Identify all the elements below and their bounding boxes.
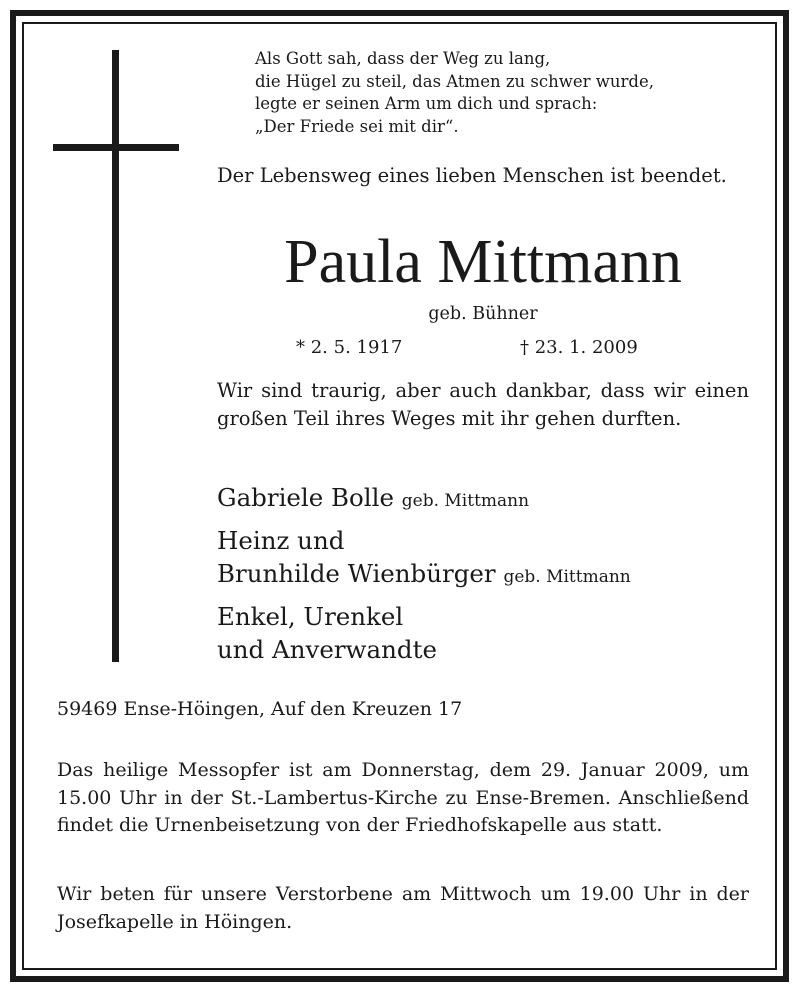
mourner-note: geb. Mittmann [401,491,530,511]
address: 59469 Ense-Höingen, Auf den Kreuzen 17 [57,698,463,720]
mourners-list [217,481,631,666]
mourner-entry [217,524,631,594]
poem-line: „Der Friede sei mit dir“. [255,116,459,136]
poem [255,48,654,138]
deceased-name: Paula Mittmann [284,228,682,296]
mass-notice: Das heilige Messopfer ist am Donnerstag, dem 29. Januar 2009, um 15.00 Uhr in der St.-Lambertus-Kirche zu Ense-Bremen. Anschließend findet die Urnenbeisetzung von der Friedhofskapelle aus statt. [57,759,749,836]
death-date: † 23. 1. 2009 [520,337,638,358]
maiden-name: geb. Bühner [428,304,538,324]
mourner-name: und Anverwandte [217,635,437,664]
cross-vertical-beam [112,50,119,662]
poem-line: Als Gott sah, dass der Weg zu lang, [255,49,551,68]
poem-line: legte er seinen Arm um dich und sprach: [255,94,598,113]
prayer-notice: Wir beten für unsere Verstorbene am Mittwoch um 19.00 Uhr in der Josefkapelle in Höingen. [57,883,749,933]
mourner-note: geb. Mittmann [503,567,631,587]
mourner-name: Gabriele Bolle [217,483,394,512]
mourner-entry [217,600,631,666]
cross-horizontal-beam [53,144,179,151]
poem-line: die Hügel zu steil, das Atmen zu schwer wurde, [255,71,654,91]
thanks-text: Wir sind traurig, aber auch dankbar, dass wir einen großen Teil ihres Weges mit ihr gehen durften. [217,379,749,430]
mourner-name: Brunhilde Wienbürger [217,559,496,588]
mourner-name: Heinz und [217,526,345,555]
mourner-entry [217,481,631,518]
mourner-name: Enkel, Urenkel [217,602,404,631]
intro-text: Der Lebensweg eines lieben Menschen ist beendet. [217,164,727,187]
birth-date: * 2. 5. 1917 [296,337,403,358]
